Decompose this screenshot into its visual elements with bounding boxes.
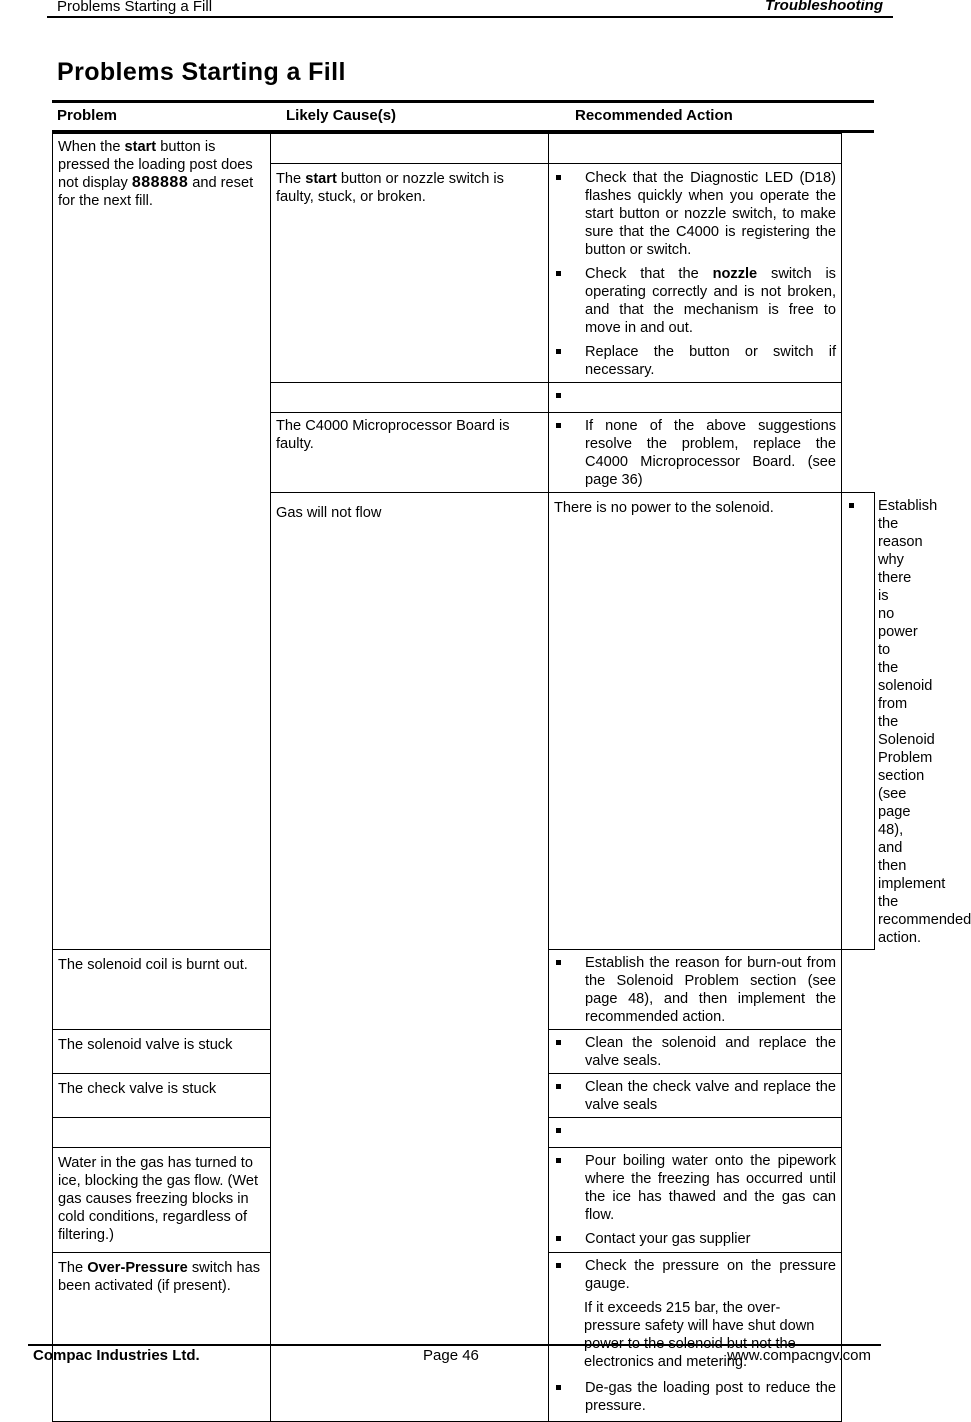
cause-cell-solenoid-stuck: The solenoid valve is stuck — [53, 1030, 271, 1074]
list-item: Clean the check valve and replace the valve seals — [554, 1078, 836, 1114]
footer-website: www.compacngv.com — [727, 1347, 871, 1364]
bullet-icon — [556, 1084, 561, 1089]
bullet-icon — [556, 1158, 561, 1163]
cause-cell-empty — [53, 1118, 271, 1148]
bullet-icon — [556, 1385, 561, 1390]
action-cell-solenoid-stuck — [549, 1030, 842, 1074]
action-cell-ice — [549, 1148, 842, 1253]
action-cell-microprocessor — [549, 413, 842, 493]
cause-cell-check-valve: The check valve is stuck — [53, 1074, 271, 1118]
footer-page-number: Page 46 — [423, 1347, 479, 1364]
action-cell-over-pressure — [549, 1253, 842, 1422]
column-header-problem: Problem — [57, 107, 118, 124]
cause-cell-ice: Water in the gas has turned to ice, blocking the gas flow. (Wet gas causes freezing blocks in cold conditions, regardless of filtering.) — [53, 1148, 271, 1253]
header-section: Problems Starting a Fill — [57, 0, 213, 15]
list-item: Contact your gas supplier — [554, 1230, 836, 1248]
list-item: Establish the reason for burn-out from the Solenoid Problem section (see page 48), and then implement the recommended action. — [554, 954, 836, 1026]
action-cell-no-power — [842, 493, 971, 950]
cause-cell-start-button: The start button or nozzle switch is faulty, stuck, or broken. — [271, 164, 549, 383]
bullet-icon — [556, 1236, 561, 1241]
cause-cell-no-power: There is no power to the solenoid. — [549, 493, 842, 950]
page-title: Problems Starting a Fill — [57, 58, 346, 86]
bullet-icon — [556, 960, 561, 965]
list-item: Clean the solenoid and replace the valve seals. — [554, 1034, 836, 1070]
bullet-icon — [556, 393, 561, 398]
bullet-icon — [556, 1128, 561, 1133]
cause-cell-empty — [271, 383, 549, 413]
list-item: Check that the nozzle switch is operating correctly and is not broken, and that the mechanism is free to move in and out. — [554, 265, 836, 337]
cause-cell-microprocessor: The C4000 Microprocessor Board is faulty. — [271, 413, 549, 493]
cause-cell-over-pressure: The Over-Pressure switch has been activated (if present). — [53, 1253, 271, 1422]
bullet-icon — [849, 503, 854, 508]
header-chapter: Troubleshooting — [764, 0, 883, 14]
footer-rule — [28, 1344, 881, 1346]
pressure-note: If it exceeds 215 bar, the over-pressure safety will have shut down power to the solenoid but not the electronics and metering. — [584, 1300, 815, 1370]
action-cell-empty-bullet — [549, 1118, 842, 1148]
action-cell-check-valve — [549, 1074, 842, 1118]
troubleshooting-table — [52, 133, 971, 1422]
action-cell-start-button — [549, 164, 842, 383]
bullet-icon — [556, 1040, 561, 1045]
table-row — [53, 134, 875, 164]
action-cell-empty — [549, 134, 842, 164]
header-rule — [47, 16, 893, 18]
list-item: Check the pressure on the pressure gauge. — [554, 1257, 836, 1293]
list-item: Check that the Diagnostic LED (D18) flashes quickly when you operate the start button or nozzle switch, to make sure that the C4000 is registering the button or switch. — [554, 169, 836, 259]
segment-display-text: 888888 — [131, 174, 189, 191]
list-item: Establish the reason why there is no power to the solenoid from the Solenoid Problem section (see page 48), and then implement the recommended action. — [847, 497, 878, 947]
cause-cell-empty — [271, 134, 549, 164]
problem-cell-no-reset: When the start button is pressed the loading post does not display 888888 and reset for the next fill. — [53, 134, 271, 950]
bullet-icon — [556, 175, 561, 180]
column-header-action: Recommended Action — [575, 107, 733, 124]
bullet-icon — [556, 271, 561, 276]
bullet-icon — [556, 349, 561, 354]
bullet-icon — [556, 423, 561, 428]
problem-cell-gas-flow: Gas will not flow — [271, 493, 549, 1422]
table-header-rule-top — [52, 100, 874, 103]
bullet-icon — [556, 1263, 561, 1268]
action-cell-coil-burnt — [549, 950, 842, 1030]
list-item: Pour boiling water onto the pipework where the freezing has occurred until the ice has thawed and the gas can flow. — [554, 1152, 836, 1224]
footer-company: Compac Industries Ltd. — [33, 1347, 200, 1364]
list-item: Replace the button or switch if necessary. — [554, 343, 836, 379]
action-cell-empty-bullet — [549, 383, 842, 413]
list-item: If none of the above suggestions resolve the problem, replace the C4000 Microprocessor Board. (see page 36) — [554, 417, 836, 489]
column-header-cause: Likely Cause(s) — [286, 107, 397, 124]
cause-cell-coil-burnt: The solenoid coil is burnt out. — [53, 950, 271, 1030]
list-item: De-gas the loading post to reduce the pressure. — [554, 1379, 836, 1415]
